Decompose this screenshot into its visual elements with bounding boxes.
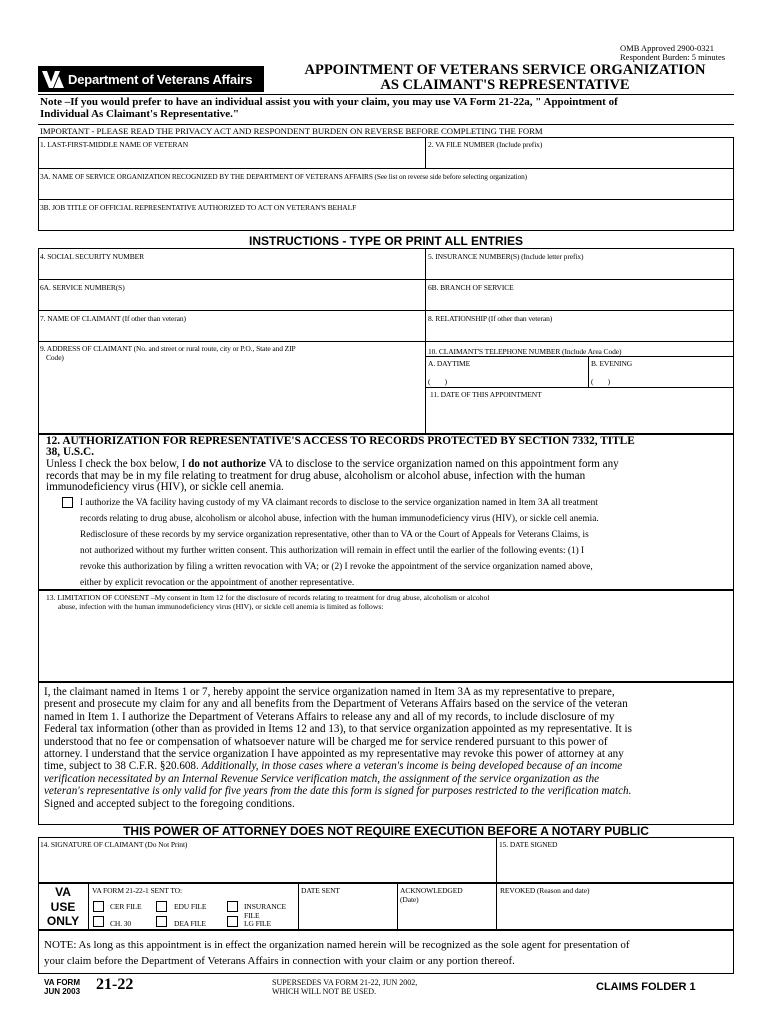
label-telephone: 10. CLAIMANT'S TELEPHONE NUMBER (Include Area Code) bbox=[428, 347, 622, 356]
item12-consent-text: I authorize the VA facility having custody of my VA claimant records to disclose to the service organization named in Item 3A all treatment records relating to drug abuse, alcoholism or alcohol abuse, infection with the human immunodeficiency virus (HIV), or sickle cell anemia. Redisclosure of these records by my service organization representative, other than to VA or the Court of Appeals for Veterans Claims, is not authorized without my further written consent. This authorization will remain in effect until the earlier of the following events: (1) I revoke this authorization by filing a written revocation with VA; or (2) I revoke the appointment of the service organization named above, either by explicit revocation or the appointment of another representative. bbox=[80, 498, 599, 588]
label-claimant-name: 7. NAME OF CLAIMANT (If other than veteran) bbox=[40, 314, 186, 323]
va-use-only-label: VA USE ONLY bbox=[46, 885, 80, 928]
va-file-number-field[interactable] bbox=[428, 150, 732, 167]
footer-supersedes: SUPERSEDES VA FORM 21-22, JUN 2002, WHICH WILL NOT BE USED. bbox=[272, 978, 418, 996]
daytime-phone-field[interactable]: ( ) bbox=[428, 377, 447, 386]
form-title-line1: APPOINTMENT OF VETERANS SERVICE ORGANIZATION bbox=[304, 62, 706, 78]
item12-paragraph: Unless I check the box below, I do not authorize VA to disclose to the service organization named on this appointment form any records that may be in my file relating to treatment for drug abuse, alcoholism or alcohol abuse, infection with the human immunodeficiency virus (HIV), or sickle cell anemia. bbox=[46, 458, 619, 493]
label-date-signed: 15. DATE SIGNED bbox=[499, 840, 558, 849]
date-sent-field[interactable] bbox=[300, 896, 395, 929]
label-sent-to: VA FORM 21-22-1 SENT TO: bbox=[92, 886, 182, 895]
form-title bbox=[280, 63, 730, 93]
revoked-field[interactable] bbox=[499, 896, 732, 929]
bottom-note: NOTE: As long as this appointment is in effect the organization named herein will be recognized as the sole agent for presentation of your claim before the Department of Veterans Affairs in connection with your claim or any portion thereof. bbox=[44, 939, 630, 967]
label-lg-file: LG FILE bbox=[244, 919, 272, 928]
label-service-number: 6A. SERVICE NUMBER(S) bbox=[40, 283, 125, 292]
ssn-field[interactable] bbox=[40, 262, 423, 278]
label-revoked: REVOKED (Reason and date) bbox=[500, 886, 590, 895]
ch30-checkbox[interactable] bbox=[93, 916, 104, 927]
service-number-field[interactable] bbox=[40, 293, 423, 309]
label-acknowledged: ACKNOWLEDGED (Date) bbox=[400, 886, 463, 904]
job-title-field[interactable] bbox=[40, 213, 732, 230]
label-insurance-file: INSURANCE FILE bbox=[244, 902, 287, 920]
appointment-paragraph: I, the claimant named in Items 1 or 7, hereby appoint the service organization named in Item 3A as my representative to prepare, present and prosecute my claim for any and all benefits from the Department of Veterans Affairs based on the service of the veteran named in Item 1. I authorize the Department of Veterans Affairs to release any and all of my records, to include disclosure of my Federal tax information (other than as provided in Items 12 and 13), to that service organization appointed as my representative. It is understood that no fee or compensation of whatsoever nature will be charged me for service rendered pursuant to this power of attorney. I understand that the service organization I have appointed as my representative may revoke this power of attorney at any time, subject to 38 C.F.R. §20.608. Additionally, in those cases where a veteran's income is being developed because of an income verification necessitated by an Internal Revenue Service verification match, the assignment of the service organization as the veteran's representative is only valid for five years from the date this form is signed for purposes restricted to the verification match. Signed and accepted subject to the foregoing conditions. bbox=[44, 686, 632, 810]
insurance-number-field[interactable] bbox=[428, 262, 732, 278]
label-job-title: 3B. JOB TITLE OF OFFICIAL REPRESENTATIVE AUTHORIZED TO ACT ON VETERAN'S BEHALF bbox=[40, 203, 357, 212]
cer-file-checkbox[interactable] bbox=[93, 901, 104, 912]
label-appointment-date: 11. DATE OF THIS APPOINTMENT bbox=[430, 390, 542, 399]
service-organization-field[interactable] bbox=[40, 182, 732, 198]
date-signed-field[interactable] bbox=[499, 850, 732, 881]
va-seal-icon bbox=[40, 68, 66, 90]
label-insurance-number: 5. INSURANCE NUMBER(S) (Include letter prefix) bbox=[428, 252, 584, 261]
agency-name: Department of Veterans Affairs bbox=[68, 71, 253, 87]
form-title-line2: AS CLAIMANT'S REPRESENTATIVE bbox=[380, 77, 630, 93]
appointment-date-field[interactable] bbox=[428, 400, 732, 432]
label-date-sent: DATE SENT bbox=[301, 886, 340, 895]
label-branch-of-service: 6B. BRANCH OF SERVICE bbox=[428, 283, 514, 292]
claimant-name-field[interactable] bbox=[40, 324, 423, 340]
label-evening: B. EVENING bbox=[591, 359, 633, 368]
label-signature: 14. SIGNATURE OF CLAIMANT (Do Not Print) bbox=[40, 840, 188, 849]
omb-approval: OMB Approved 2900-0321 bbox=[620, 43, 714, 53]
label-veteran-name: 1. LAST-FIRST-MIDDLE NAME OF VETERAN bbox=[40, 140, 189, 149]
label-cer-file: CER FILE bbox=[110, 902, 142, 911]
label-dea-file: DEA FILE bbox=[174, 919, 206, 928]
insurance-file-checkbox[interactable] bbox=[227, 901, 238, 912]
label-service-organization: 3A. NAME OF SERVICE ORGANIZATION RECOGNIZED BY THE DEPARTMENT OF VETERANS AFFAIRS (See list on reverse side before selecting organization) bbox=[40, 172, 528, 181]
signature-field[interactable] bbox=[40, 850, 494, 881]
lg-file-checkbox[interactable] bbox=[227, 916, 238, 927]
label-ssn: 4. SOCIAL SECURITY NUMBER bbox=[40, 252, 145, 261]
important-notice: IMPORTANT - PLEASE READ THE PRIVACY ACT AND RESPONDENT BURDEN ON REVERSE BEFORE COMPLETING THE FORM bbox=[40, 126, 543, 136]
instructions-heading: INSTRUCTIONS - TYPE OR PRINT ALL ENTRIES bbox=[248, 234, 523, 248]
branch-of-service-field[interactable] bbox=[428, 293, 732, 309]
notary-notice: THIS POWER OF ATTORNEY DOES NOT REQUIRE EXECUTION BEFORE A NOTARY PUBLIC bbox=[123, 824, 649, 838]
label-daytime: A. DAYTIME bbox=[428, 359, 471, 368]
label-relationship: 8. RELATIONSHIP (If other than veteran) bbox=[428, 314, 553, 323]
dea-file-checkbox[interactable] bbox=[156, 916, 167, 927]
footer-va-form: VA FORM JUN 2003 bbox=[44, 978, 81, 996]
footer-claims-folder: CLAIMS FOLDER 1 bbox=[596, 981, 696, 993]
label-edu-file: EDU FILE bbox=[174, 902, 207, 911]
label-ch30: CH. 30 bbox=[110, 919, 132, 928]
edu-file-checkbox[interactable] bbox=[156, 901, 167, 912]
limitation-of-consent-field[interactable] bbox=[40, 614, 732, 680]
note-individual: Note –If you would prefer to have an individual assist you with your claim, you may use VA Form 21-22a, " Appointment of Individual As Claimant's Representative." bbox=[40, 96, 618, 120]
item13-label: 13. LIMITATION OF CONSENT –My consent in Item 12 for the disclosure of records relating to treatment for drug abuse, alcoholism or alcohol abuse, infection with the human immunodeficiency virus (HIV), or sickle cell anemia is limited as follows: bbox=[46, 593, 490, 611]
respondent-burden: Respondent Burden: 5 minutes bbox=[620, 52, 726, 62]
va-logo bbox=[38, 66, 264, 92]
label-claimant-address: 9. ADDRESS OF CLAIMANT (No. and street or rural route, city or P.O., State and ZIP Code) bbox=[40, 344, 296, 362]
veteran-name-field[interactable] bbox=[40, 150, 423, 167]
claimant-address-field[interactable] bbox=[40, 366, 423, 432]
authorize-disclosure-checkbox[interactable] bbox=[62, 497, 73, 508]
label-va-file-number: 2. VA FILE NUMBER (Include prefix) bbox=[428, 140, 543, 149]
item12-heading: 12. AUTHORIZATION FOR REPRESENTATIVE'S ACCESS TO RECORDS PROTECTED BY SECTION 7332, TITLE 38, U.S.C. bbox=[46, 435, 635, 458]
evening-phone-field[interactable]: ( ) bbox=[591, 377, 610, 386]
footer-form-number: 21-22 bbox=[96, 976, 134, 993]
relationship-field[interactable] bbox=[428, 324, 732, 340]
